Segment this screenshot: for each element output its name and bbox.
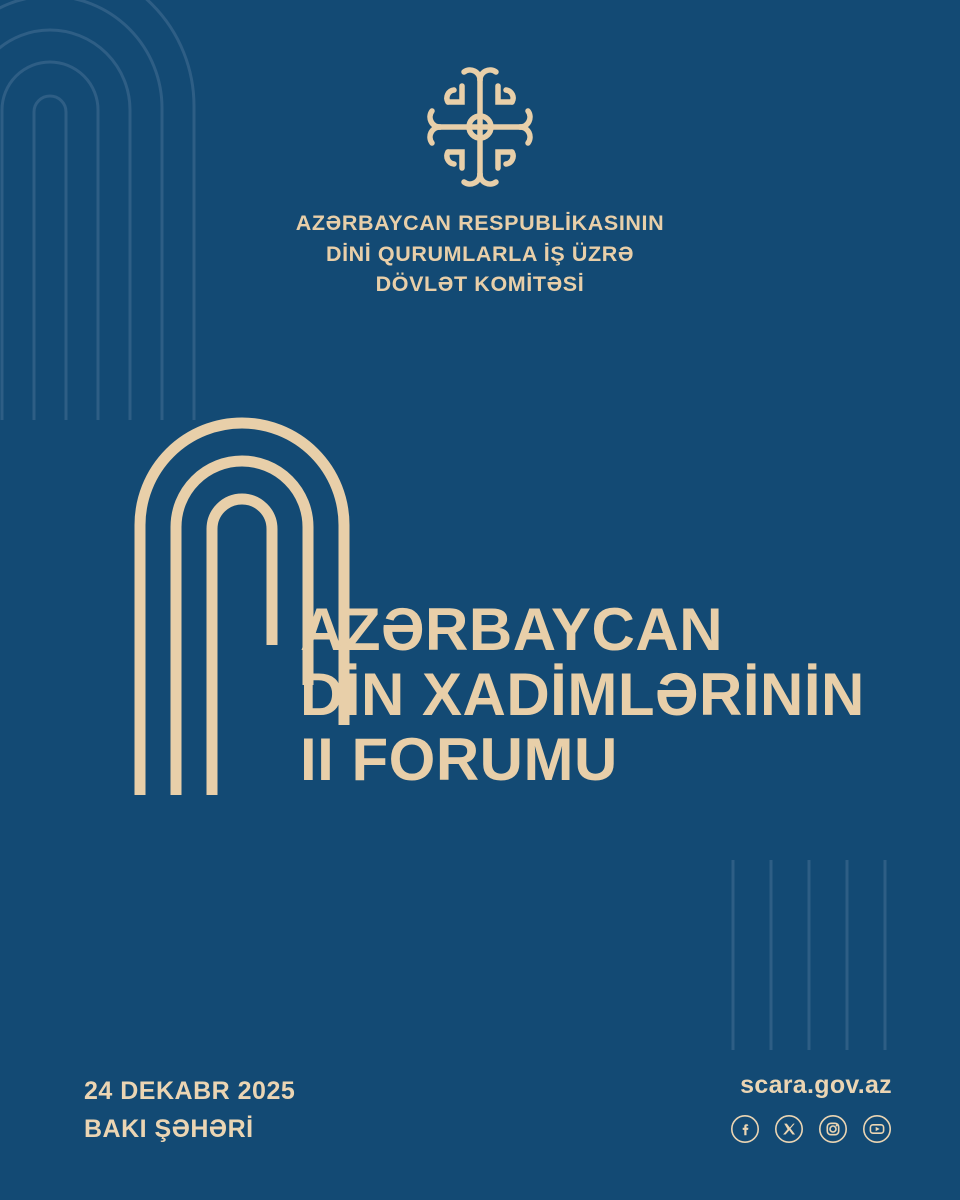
instagram-icon[interactable] <box>818 1114 848 1144</box>
facebook-icon[interactable] <box>730 1114 760 1144</box>
event-details <box>84 1073 295 1148</box>
page-title-line-2: DİN XADİMLƏRİNİN <box>300 660 865 728</box>
event-date: 24 DEKABR 2025 <box>84 1077 296 1105</box>
website-link[interactable]: scara.gov.az <box>740 1071 892 1099</box>
decorative-vertical-lines <box>727 860 897 1050</box>
event-city: BAKI ŞƏHƏRİ <box>84 1114 254 1143</box>
committee-title <box>0 208 960 300</box>
page-title-line-3: II FORUMU <box>300 725 618 793</box>
committee-title-line-3: DÖVLƏT KOMİTƏSİ <box>375 272 585 297</box>
committee-emblem-icon <box>410 62 550 192</box>
x-twitter-icon[interactable] <box>774 1114 804 1144</box>
committee-title-line-2: DİNİ QURUMLARLA İŞ ÜZRƏ <box>325 241 635 266</box>
youtube-icon[interactable] <box>862 1114 892 1144</box>
contact-block <box>730 1071 892 1144</box>
page-title <box>300 598 865 792</box>
page-title-line-1: AZƏRBAYCAN <box>300 596 724 663</box>
social-links <box>730 1114 892 1144</box>
committee-title-line-1: AZƏRBAYCAN RESPUBLİKASININ <box>295 211 665 235</box>
